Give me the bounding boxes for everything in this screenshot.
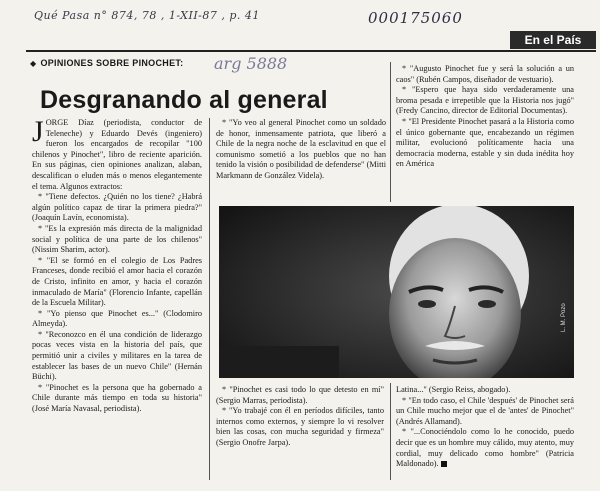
paragraph: * "Pinochet es casi todo lo que detesto en mí" (Sergio Marras, periodista). (216, 385, 384, 405)
paragraph: * "Reconozco en él una condición de liderazgo pocas veces vista en la historia del país, que permitió unir a civiles y militares en la tarea de establecer las bases de un nuevo Chile" (Hernán Büchi). (32, 329, 202, 382)
paragraph-text: * "...Conociéndolo como lo he conocido, puedo decir que es un hombre muy cálido, muy atento, muy cordial, muy delicado como hombre" (Patricia Maldonado). (396, 427, 574, 469)
paragraph: * "Pinochet es la persona que ha gobernado a Chile durante más tiempo en toda su historia" (José María Navasal, periodista). (32, 382, 202, 414)
handwritten-number: arg 5888 (214, 54, 288, 73)
paragraph-text: ORGE Díaz (periodista, conductor de Teleneche) y Eduardo Devés (ingeniero) fueron los encargados de recopilar "100 chilenos y Pinochet", libro de reciente aparición. En sus páginas, cien opiniones analizan, alaban, descalifican o eluden más o menos elegantemente el tema. Algunos extractos: (32, 118, 202, 191)
paragraph (32, 115, 202, 192)
column-3-bottom (396, 385, 574, 470)
diamond-icon: ◆ (30, 59, 37, 68)
section-label: En el País (510, 31, 596, 49)
kicker (30, 58, 183, 68)
column-1 (32, 115, 202, 415)
end-mark-icon (441, 461, 447, 467)
column-2-bottom (216, 385, 384, 449)
paragraph: * "Tiene defectos. ¿Quién no los tiene? ¿Habrá algún político capaz de tirar la primera piedra?" (Joaquín Lavín, economista). (32, 192, 202, 223)
column-divider (390, 383, 391, 480)
kicker-text: OPINIONES SOBRE PINOCHET: (40, 58, 184, 68)
column-divider (209, 118, 210, 480)
paragraph: Latina..." (Sergio Reiss, abogado). (396, 385, 511, 394)
paragraph: * "Yo veo al general Pinochet como un soldado de honor, inmensamente patriota, que liberó a Chile de la negra noche de la esclavitud en que el comunismo sometió a los pueblos que no han tenido la visión o posibilidad de defenderse" (Mitti Markmann de González Videla). (216, 118, 386, 180)
paragraph: * "Yo trabajé con él en períodos difíciles, tanto internos como externos, y siempre lo vi resolver bien las cosas, con mucha seguridad y firmeza" (Sergio Onofre Jarpa). (216, 406, 384, 447)
paragraph: * "En todo caso, el Chile 'después' de Pinochet será un Chile mucho mejor que el de 'antes' de Pinochet" (Andrés Allamand). (396, 395, 574, 426)
column-divider (390, 62, 391, 202)
portrait-illustration (219, 206, 574, 378)
paragraph: * "Espero que haya sido verdaderamente una broma pesada e irrepetible que la Historia nos jugó" (Fredy Cancino, director de Editorial Documentas). (396, 85, 574, 116)
portrait-photo (219, 206, 574, 378)
archive-stamp: 000175060 (368, 9, 463, 27)
paragraph: * "Augusto Pinochet fue y será la solución a un caos" (Rubén Campos, diseñador de vestuario). (396, 64, 574, 84)
photo-credit: L. M. Pozo (561, 303, 567, 332)
column-2-top (216, 118, 386, 182)
paragraph: * "Yo pienso que Pinochet es..." (Clodomiro Almeyda). (32, 308, 202, 329)
column-3-top (396, 64, 574, 170)
drop-cap: J (32, 115, 44, 148)
header-rule (26, 50, 596, 52)
paragraph: * "Es la expresión más directa de la malignidad social y política de una parte de los chilenos" (Nissim Sharim, actor). (32, 223, 202, 255)
paragraph (396, 427, 574, 469)
handwritten-reference: Qué Pasa n° 874, 78 , 1-XII-87 , p. 41 (34, 9, 260, 22)
headline: Desgranando al general (40, 86, 328, 114)
paragraph: * "El se formó en el colegio de Los Padres Franceses, donde recibió el amor hacia el corazón de Cristo, infinito en amor, y hacia el corazón inmaculado de María" (Florencio Infante, capellán de la Escuela Militar). (32, 255, 202, 308)
paragraph: * "El Presidente Pinochet pasará a la Historia como el único gobernante que, encabezando un régimen militar, evolucionó políticamente hacia una democracia moderna, estable y sin duda inédita hoy en América (396, 116, 574, 169)
